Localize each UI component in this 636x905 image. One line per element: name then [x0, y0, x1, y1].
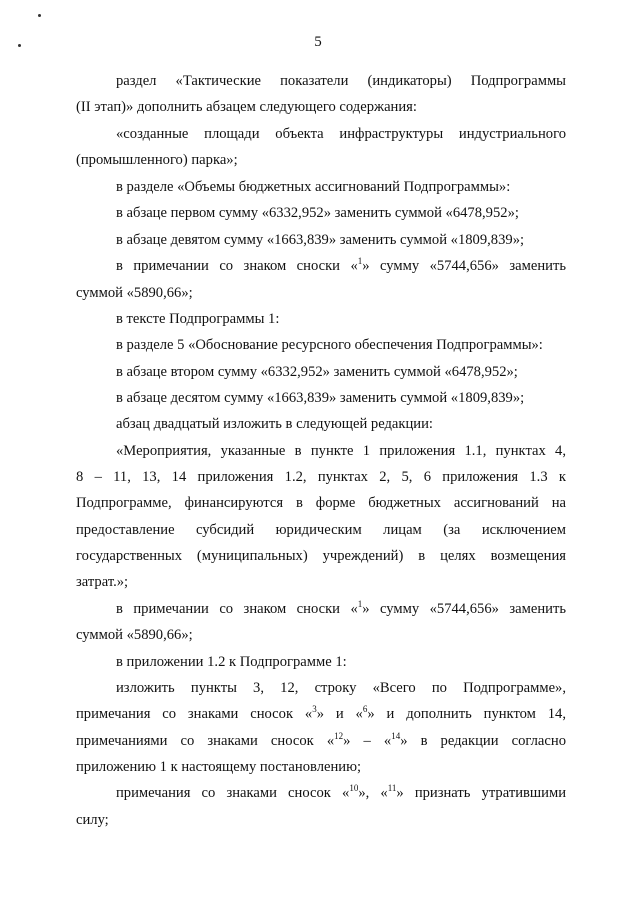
- paragraph-line: в абзаце девятом сумму «1663,839» заменить суммой «1809,839»;: [116, 232, 525, 248]
- paragraph-line: Подпрограмме, финансируются в форме бюджетных ассигнований на: [76, 495, 566, 511]
- paragraph-line: суммой «5890,66»;: [76, 285, 193, 301]
- paragraph-line: в абзаце втором сумму «6332,952» заменить суммой «6478,952»;: [116, 364, 518, 380]
- paragraph-line: в приложении 1.2 к Подпрограмме 1:: [116, 654, 347, 670]
- paragraph-line: в тексте Подпрограммы 1:: [116, 311, 280, 327]
- paragraph-line: примечания со знаками сносок «$^{10}$», «$^{11}$» признать утратившими: [116, 783, 566, 801]
- paragraph-line: силу;: [76, 812, 109, 828]
- paragraph-line: (II этап)» дополнить абзацем следующего содержания:: [76, 99, 417, 115]
- paragraph-line: в абзаце первом сумму «6332,952» заменить суммой «6478,952»;: [116, 205, 519, 221]
- paragraph-line: в примечании со знаком сноски «$^1$» сумму «5744,656» заменить: [116, 256, 567, 274]
- paragraph-line: раздел «Тактические показатели (индикаторы) Подпрограммы: [116, 73, 566, 89]
- paragraph-line: суммой «5890,66»;: [76, 627, 193, 643]
- paragraph-line: примечания со знаками сносок «$^3$» и «$^6$» и дополнить пунктом 14,: [76, 704, 566, 722]
- paragraph-line: примечаниями со знаками сносок «$^{12}$» – «$^{14}$» в редакции согласно: [76, 731, 566, 749]
- paragraph-line: «Мероприятия, указанные в пункте 1 приложения 1.1, пунктах 4,: [116, 443, 566, 459]
- paragraph-line: предоставление субсидий юридическим лицам (за исключением: [76, 522, 566, 538]
- paragraph-line: в разделе 5 «Обоснование ресурсного обеспечения Подпрограммы»:: [116, 337, 543, 353]
- paragraph-line: затрат.»;: [76, 574, 129, 590]
- paragraph-line: изложить пункты 3, 12, строку «Всего по Подпрограмме»,: [116, 680, 566, 696]
- page-number: 5: [314, 34, 322, 50]
- paragraph-line: в разделе «Объемы бюджетных ассигнований Подпрограммы»:: [116, 179, 511, 195]
- paragraph-line: в абзаце десятом сумму «1663,839» заменить суммой «1809,839»;: [116, 390, 525, 406]
- paragraph-line: «созданные площади объекта инфраструктуры индустриального: [116, 126, 566, 142]
- paragraph-line: 8 – 11, 13, 14 приложения 1.2, пунктах 2, 5, 6 приложения 1.3 к: [76, 469, 566, 485]
- paragraph-line: в примечании со знаком сноски «$^1$» сумму «5744,656» заменить: [116, 599, 567, 617]
- paragraph-line: абзац двадцатый изложить в следующей редакции:: [116, 416, 433, 432]
- scan-speck: [38, 14, 41, 17]
- paragraph-line: приложению 1 к настоящему постановлению;: [76, 759, 362, 775]
- paragraph-line: государственных (муниципальных) учреждений) в целях возмещения: [76, 548, 566, 564]
- paragraph-line: (промышленного) парка»;: [76, 152, 238, 168]
